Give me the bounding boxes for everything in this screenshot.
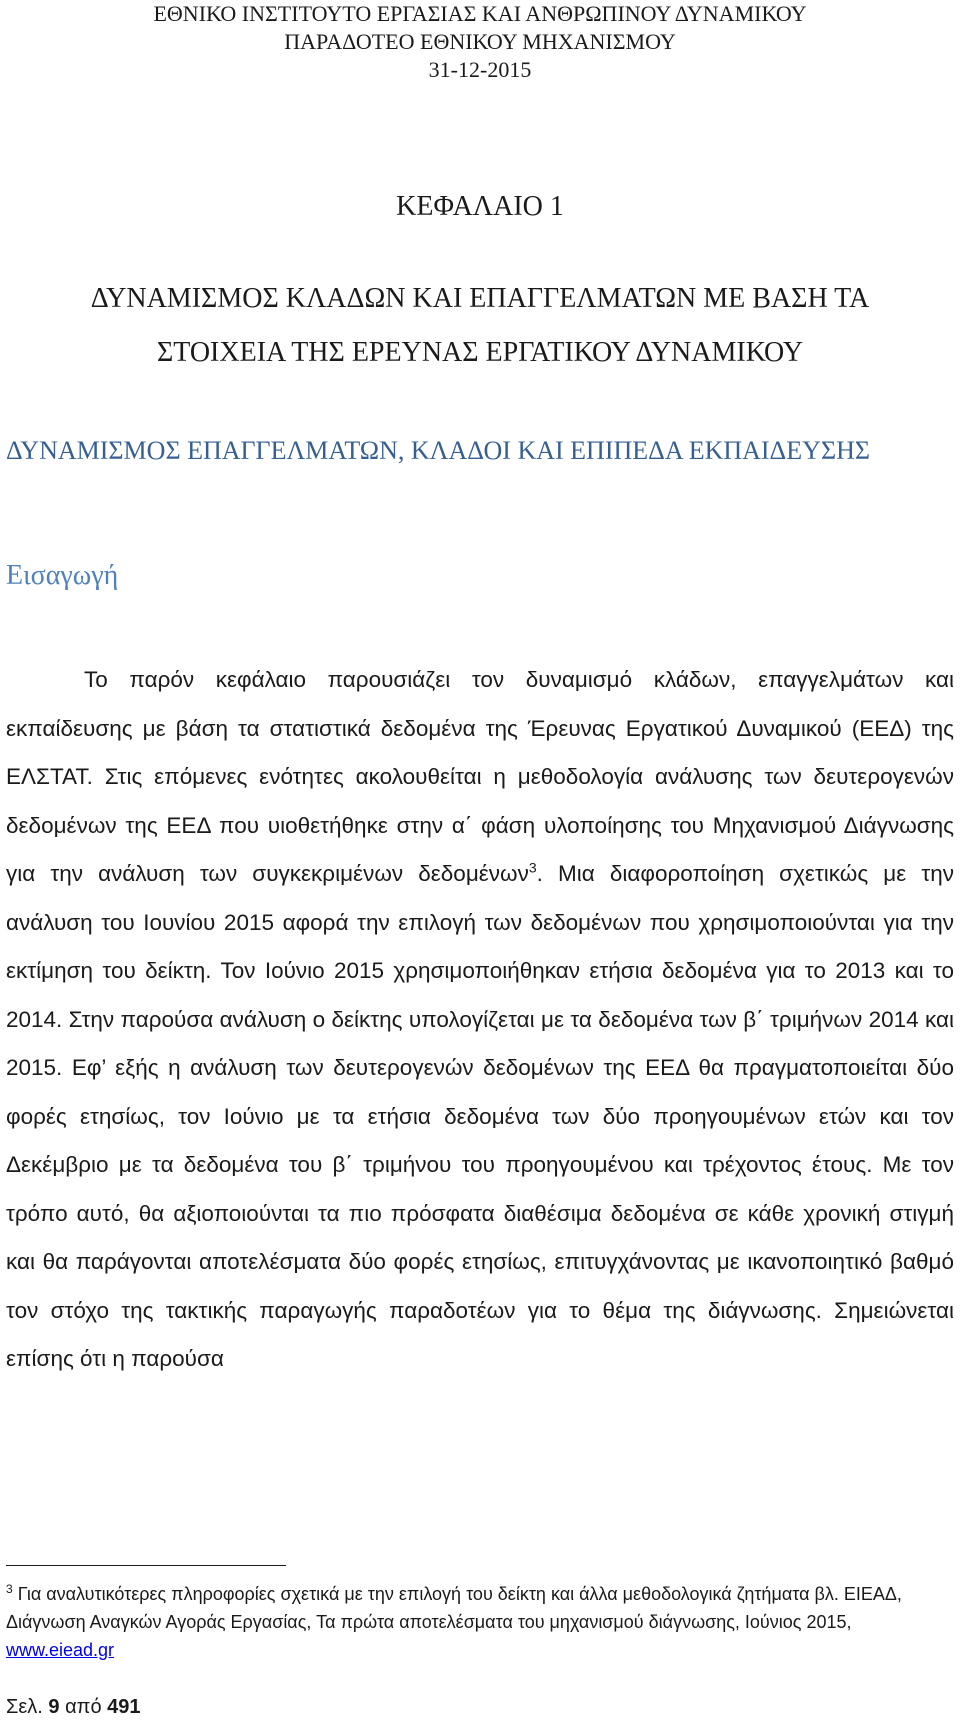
- footnote-number: 3: [6, 1582, 13, 1596]
- footnote-reference[interactable]: 3: [528, 859, 537, 876]
- subsection-heading: Εισαγωγή: [6, 560, 119, 591]
- page-number: [6, 1696, 141, 1719]
- body-paragraph: [6, 656, 954, 1384]
- total-pages-number: 491: [107, 1696, 141, 1718]
- page-header: [0, 0, 960, 84]
- footnote: [6, 1580, 954, 1664]
- chapter-label: ΚΕΦΑΛΑΙΟ 1: [396, 191, 564, 222]
- chapter-title-line-2: ΣΤΟΙΧΕΙΑ ΤΗΣ ΕΡΕΥΝΑΣ ΕΡΓΑΤΙΚΟΥ ΔΥΝΑΜΙΚΟΥ: [156, 337, 804, 368]
- footnote-link[interactable]: www.eiead.gr: [6, 1640, 115, 1660]
- body-paragraph-part-2: . Μια διαφοροποίηση σχετικώς με την ανάλυση του Ιουνίου 2015 αφορά την επιλογή των δεδομένων που χρησιμοποιούνται για την εκτίμηση του δείκτη. Τον Ιούνιο 2015 χρησιμοποιήθηκαν ετήσια δεδομένα για το 2013 και το 2014. Στην παρούσα ανάλυση ο δείκτης υπολογίζεται με τα δεδομένα των β΄ τριμήνων 2014 και 2015. Εφ’ εξής η ανάλυση των δευτερογενών δεδομένων της ΕΕΔ θα πραγματοποιείται δύο φορές ετησίως, τον Ιούνιο με τα ετήσια δεδομένα των δύο προηγουμένων ετών και τον Δεκέμβριο με τα δεδομένα του β΄ τριμήνου του προηγουμένου και τρέχοντος έτους. Με τον τρόπο αυτό, θα αξιοποιούνται τα πιο πρόσφατα διαθέσιμα δεδομένα σε κάθε χρονική στιγμή και θα παράγονται αποτελέσματα δύο φορές ετησίως, επιτυγχάνοντας με ικανοποιητικό βαθμό τον στόχο της τακτικής παραγωγής παραδοτέων για το θέμα της διάγνωσης. Σημειώνεται επίσης ότι η παρούσα: [6, 861, 954, 1371]
- section-heading: ΔΥΝΑΜΙΣΜΟΣ ΕΠΑΓΓΕΛΜΑΤΩΝ, ΚΛΑΔΟΙ ΚΑΙ ΕΠΙΠΕΔΑ ΕΚΠΑΙΔΕΥΣΗΣ: [6, 436, 870, 465]
- chapter-title: [0, 272, 960, 380]
- current-page-number: 9: [48, 1696, 60, 1718]
- page-number-separator: από: [59, 1696, 108, 1718]
- page-number-prefix: Σελ.: [6, 1696, 49, 1718]
- header-deliverable: ΠΑΡΑΔΟΤΕΟ ΕΘΝΙΚΟΥ ΜΗΧΑΝΙΣΜΟΥ: [284, 29, 676, 54]
- header-organization: ΕΘΝΙΚΟ ΙΝΣΤΙΤΟΥΤΟ ΕΡΓΑΣΙΑΣ ΚΑΙ ΑΝΘΡΩΠΙΝΟΥ ΔΥΝΑΜΙΚΟΥ: [153, 1, 807, 26]
- body-paragraph-part-1: Το παρόν κεφάλαιο παρουσιάζει τον δυναμισμό κλάδων, επαγγελμάτων και εκπαίδευσης με βάση τα στατιστικά δεδομένα της Έρευνας Εργατικού Δυναμικού (ΕΕΔ) της ΕΛΣΤΑΤ. Στις επόμενες ενότητες ακολουθείται η μεθοδολογία ανάλυσης των δευτερογενών δεδομένων της ΕΕΔ που υιοθετήθηκε στην α΄ φάση υλοποίησης του Μηχανισμού Διάγνωσης για την ανάλυση των συγκεκριμένων δεδομένων: [6, 667, 954, 886]
- chapter-title-line-1: ΔΥΝΑΜΙΣΜΟΣ ΚΛΑΔΩΝ ΚΑΙ ΕΠΑΓΓΕΛΜΑΤΩΝ ΜΕ ΒΑΣΗ ΤΑ: [90, 283, 870, 314]
- footnote-text: Για αναλυτικότερες πληροφορίες σχετικά με την επιλογή του δείκτη και άλλα μεθοδολογικά ζητήματα βλ. ΕΙΕΑΔ, Διάγνωση Αναγκών Αγοράς Εργασίας, Τα πρώτα αποτελέσματα του μηχανισμού διάγνωσης, Ιούνιος 2015,: [6, 1584, 902, 1632]
- header-date: 31-12-2015: [428, 57, 532, 82]
- footnote-separator: [6, 1565, 286, 1566]
